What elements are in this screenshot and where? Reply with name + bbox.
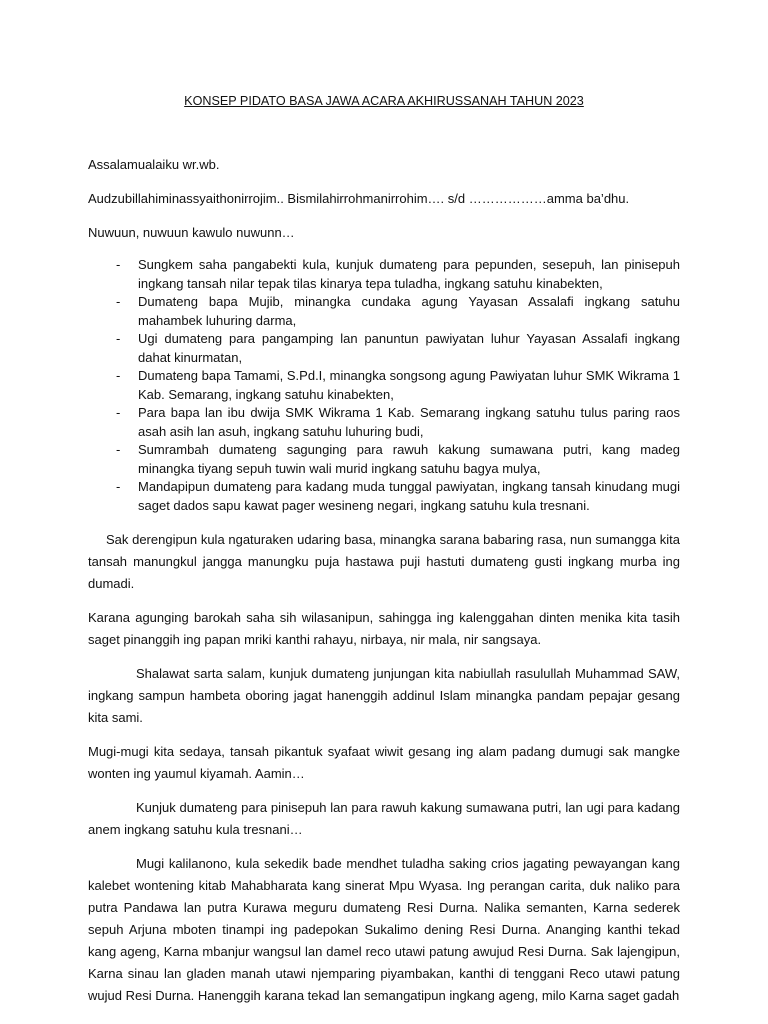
bullet-list bbox=[88, 256, 680, 515]
salutation: Nuwuun, nuwuun kawulo nuwunn… bbox=[88, 225, 295, 240]
greeting: Assalamualaiku wr.wb. bbox=[88, 157, 220, 172]
bullet-dash: - bbox=[116, 294, 121, 309]
list-item: - Para bapa lan ibu dwija SMK Wikrama 1 Kab. Semarang ingkang satuhu tulus paring raos asah asih lan asuh, ingkang satuhu luhuring budi, bbox=[116, 405, 680, 439]
list-item: - Sumrambah dumateng sagunging para rawuh kakung sumawana putri, kang madeg minangka tiyang sepuh tuwin wali murid ingkang satuhu bagya mulya, bbox=[116, 442, 680, 476]
bullet-dash: - bbox=[116, 257, 121, 272]
paragraph: Sak derengipun kula ngaturaken udaring basa, minangka sarana babaring rasa, nun sumangga kita tansah manungkul jangga manungku puja hastawa puji hastuti dumateng gusti ingkang murba ing dumadi. bbox=[88, 532, 680, 591]
bullet-dash: - bbox=[116, 442, 121, 457]
paragraph: Mugi-mugi kita sedaya, tansah pikantuk syafaat wiwit gesang ing alam padang dumugi sak mangke wonten ing yaumul kiyamah. Aamin… bbox=[88, 744, 680, 781]
paragraph: Karana agunging barokah saha sih wilasanipun, sahingga ing kalenggahan dinten menika kita tasih saget pinanggih ing papan mriki kanthi rahayu, nirbaya, nir mala, nir sangsaya. bbox=[88, 610, 680, 647]
bullet-dash: - bbox=[116, 479, 121, 494]
list-item: - Dumateng bapa Tamami, S.Pd.I, minangka songsong agung Pawiyatan luhur SMK Wikrama 1 Kab. Semarang, ingkang satuhu kinabekten, bbox=[116, 368, 680, 402]
paragraph: Shalawat sarta salam, kunjuk dumateng junjungan kita nabiullah rasulullah Muhammad SAW, ingkang sampun hambeta oboring jagat hanenggih addinul Islam minangka pandam pepajar gesang kita sami. bbox=[88, 666, 680, 725]
list-item: - Ugi dumateng para pangamping lan panuntun pawiyatan luhur Yayasan Assalafi ingkang dahat kinurmatan, bbox=[116, 331, 680, 365]
bullet-dash: - bbox=[116, 368, 121, 383]
list-item: - Mandapipun dumateng para kadang muda tunggal pawiyatan, ingkang tansah kinudang mugi saget dados sapu kawat pager wesineng negari, ingkang satuhu kula tresnani. bbox=[116, 479, 680, 513]
document-title: KONSEP PIDATO BASA JAWA ACARA AKHIRUSSANAH TAHUN 2023 bbox=[184, 94, 584, 108]
bullet-dash: - bbox=[116, 405, 121, 420]
paragraph: Mugi kalilanono, kula sekedik bade mendhet tuladha saking crios jagating pewayangan kang kalebet wontening kitab Mahabharata kang sinerat Mpu Wyasa. Ing perangan carita, duk naliko para putra Pandawa lan putra Kurawa meguru dumateng Resi Durna. Nalika semanten, Karna sederek sepuh Arjuna mboten tinampi ing padepokan Sukalimo dening Resi Durna. Ananging kanthi tekad kang ageng, Karna mbanjur wangsul lan damel reco utawi patung awujud Resi Durna. Sak lajengipun, Karna sinau lan gladen manah utawi njemparing piyambakan, kanthi di tenggani Reco utawi patung wujud Resi Durna. Hanenggih karana tekad lan semangatipun ingkang ageng, milo Karna saget gadah bbox=[88, 856, 680, 1003]
bullet-dash: - bbox=[116, 331, 121, 346]
list-item: - Dumateng bapa Mujib, minangka cundaka agung Yayasan Assalafi ingkang satuhu mahambek luhuring darma, bbox=[116, 294, 680, 328]
list-item: - Sungkem saha pangabekti kula, kunjuk dumateng para pepunden, sesepuh, lan pinisepuh ingkang tansah nilar tepak tilas kinarya tepa tuladha, ingkang satuhu kinabekten, bbox=[116, 257, 680, 291]
opening-line: Audzubillahiminassyaithonirrojim.. Bismilahirrohmanirrohim…. s/d ………………amma ba’dhu. bbox=[88, 191, 630, 206]
paragraph: Kunjuk dumateng para pinisepuh lan para rawuh kakung sumawana putri, lan ugi para kadang anem ingkang satuhu kula tresnani… bbox=[88, 800, 680, 837]
